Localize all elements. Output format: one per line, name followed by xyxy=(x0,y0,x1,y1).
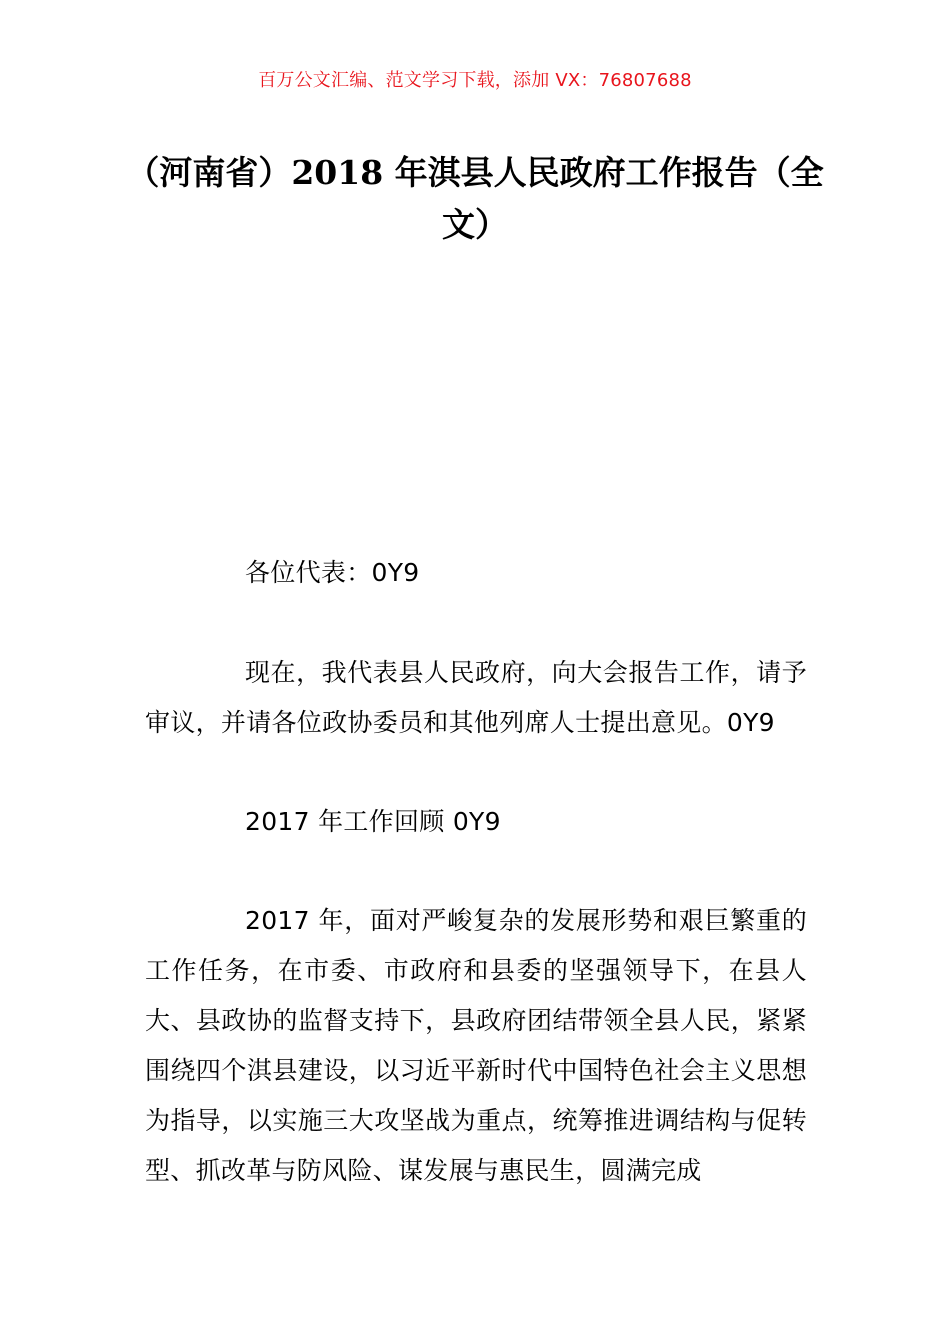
section-heading: 2017 年工作回顾 0Y9 xyxy=(245,807,501,836)
intro-paragraph: 现在，我代表县人民政府，向大会报告工作，请予审议，并请各位政协委员和其他列席人士提出意见。0Y9 xyxy=(145,658,807,737)
salutation-paragraph: 各位代表：0Y9 xyxy=(245,558,420,587)
review-paragraph: 2017 年，面对严峻复杂的发展形势和艰巨繁重的工作任务，在市委、市政府和县委的坚强领导下，在县人大、县政协的监督支持下，县政府团结带领全县人民，紧紧围绕四个淇县建设，以习近平新时代中国特色社会主义思想为指导，以实施三大攻坚战为重点，统筹推进调结构与促转型、抓改革与防风险、谋发展与惠民生，圆满完成 xyxy=(145,906,807,1185)
header-promo-note: 百万公文汇编、范文学习下载，添加 VX：76807688 xyxy=(258,70,692,91)
document-title: （河南省）2018 年淇县人民政府工作报告（全文） xyxy=(126,153,824,244)
